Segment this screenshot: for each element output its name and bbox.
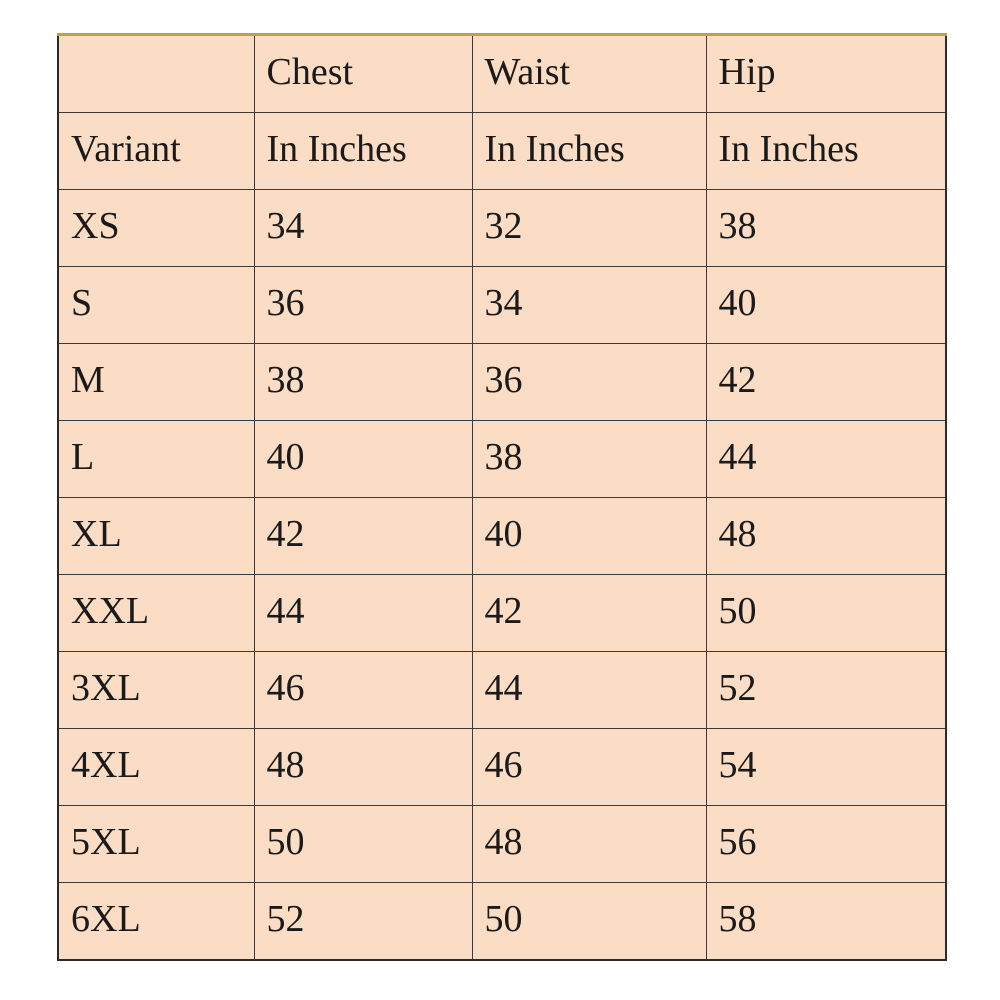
table-row xyxy=(58,498,946,575)
cell-chest: 38 xyxy=(254,344,472,421)
cell-chest: 48 xyxy=(254,729,472,806)
table-header-row-sub xyxy=(58,113,946,190)
cell-waist: 32 xyxy=(472,190,706,267)
cell-hip: 58 xyxy=(706,883,946,961)
cell-waist: 40 xyxy=(472,498,706,575)
cell-hip: 40 xyxy=(706,267,946,344)
cell-chest: 52 xyxy=(254,883,472,961)
cell-variant: M xyxy=(58,344,254,421)
cell-hip: 52 xyxy=(706,652,946,729)
table-row xyxy=(58,729,946,806)
cell-variant: XXL xyxy=(58,575,254,652)
cell-variant: XS xyxy=(58,190,254,267)
header-cell-waist-unit: In Inches xyxy=(472,113,706,190)
header-cell-hip-unit: In Inches xyxy=(706,113,946,190)
header-cell-variant: Variant xyxy=(58,113,254,190)
cell-waist: 34 xyxy=(472,267,706,344)
size-chart-table xyxy=(57,33,947,961)
header-cell-blank xyxy=(58,35,254,113)
cell-variant: XL xyxy=(58,498,254,575)
cell-variant: L xyxy=(58,421,254,498)
cell-variant: 3XL xyxy=(58,652,254,729)
cell-hip: 44 xyxy=(706,421,946,498)
table-row xyxy=(58,883,946,961)
cell-variant: S xyxy=(58,267,254,344)
header-cell-hip: Hip xyxy=(706,35,946,113)
size-chart-container xyxy=(57,33,945,958)
cell-hip: 56 xyxy=(706,806,946,883)
header-cell-waist: Waist xyxy=(472,35,706,113)
cell-waist: 48 xyxy=(472,806,706,883)
table-row xyxy=(58,421,946,498)
cell-chest: 36 xyxy=(254,267,472,344)
table-row xyxy=(58,267,946,344)
cell-hip: 42 xyxy=(706,344,946,421)
cell-variant: 5XL xyxy=(58,806,254,883)
cell-waist: 46 xyxy=(472,729,706,806)
cell-chest: 42 xyxy=(254,498,472,575)
cell-waist: 42 xyxy=(472,575,706,652)
cell-chest: 34 xyxy=(254,190,472,267)
cell-chest: 44 xyxy=(254,575,472,652)
cell-chest: 46 xyxy=(254,652,472,729)
header-cell-chest-unit: In Inches xyxy=(254,113,472,190)
table-row xyxy=(58,344,946,421)
cell-chest: 40 xyxy=(254,421,472,498)
cell-waist: 50 xyxy=(472,883,706,961)
cell-hip: 38 xyxy=(706,190,946,267)
table-row xyxy=(58,190,946,267)
cell-variant: 4XL xyxy=(58,729,254,806)
table-header-row-top xyxy=(58,35,946,113)
cell-hip: 54 xyxy=(706,729,946,806)
cell-waist: 36 xyxy=(472,344,706,421)
header-cell-chest: Chest xyxy=(254,35,472,113)
cell-hip: 50 xyxy=(706,575,946,652)
cell-chest: 50 xyxy=(254,806,472,883)
cell-waist: 44 xyxy=(472,652,706,729)
cell-hip: 48 xyxy=(706,498,946,575)
cell-waist: 38 xyxy=(472,421,706,498)
cell-variant: 6XL xyxy=(58,883,254,961)
table-row xyxy=(58,575,946,652)
table-row xyxy=(58,652,946,729)
table-row xyxy=(58,806,946,883)
